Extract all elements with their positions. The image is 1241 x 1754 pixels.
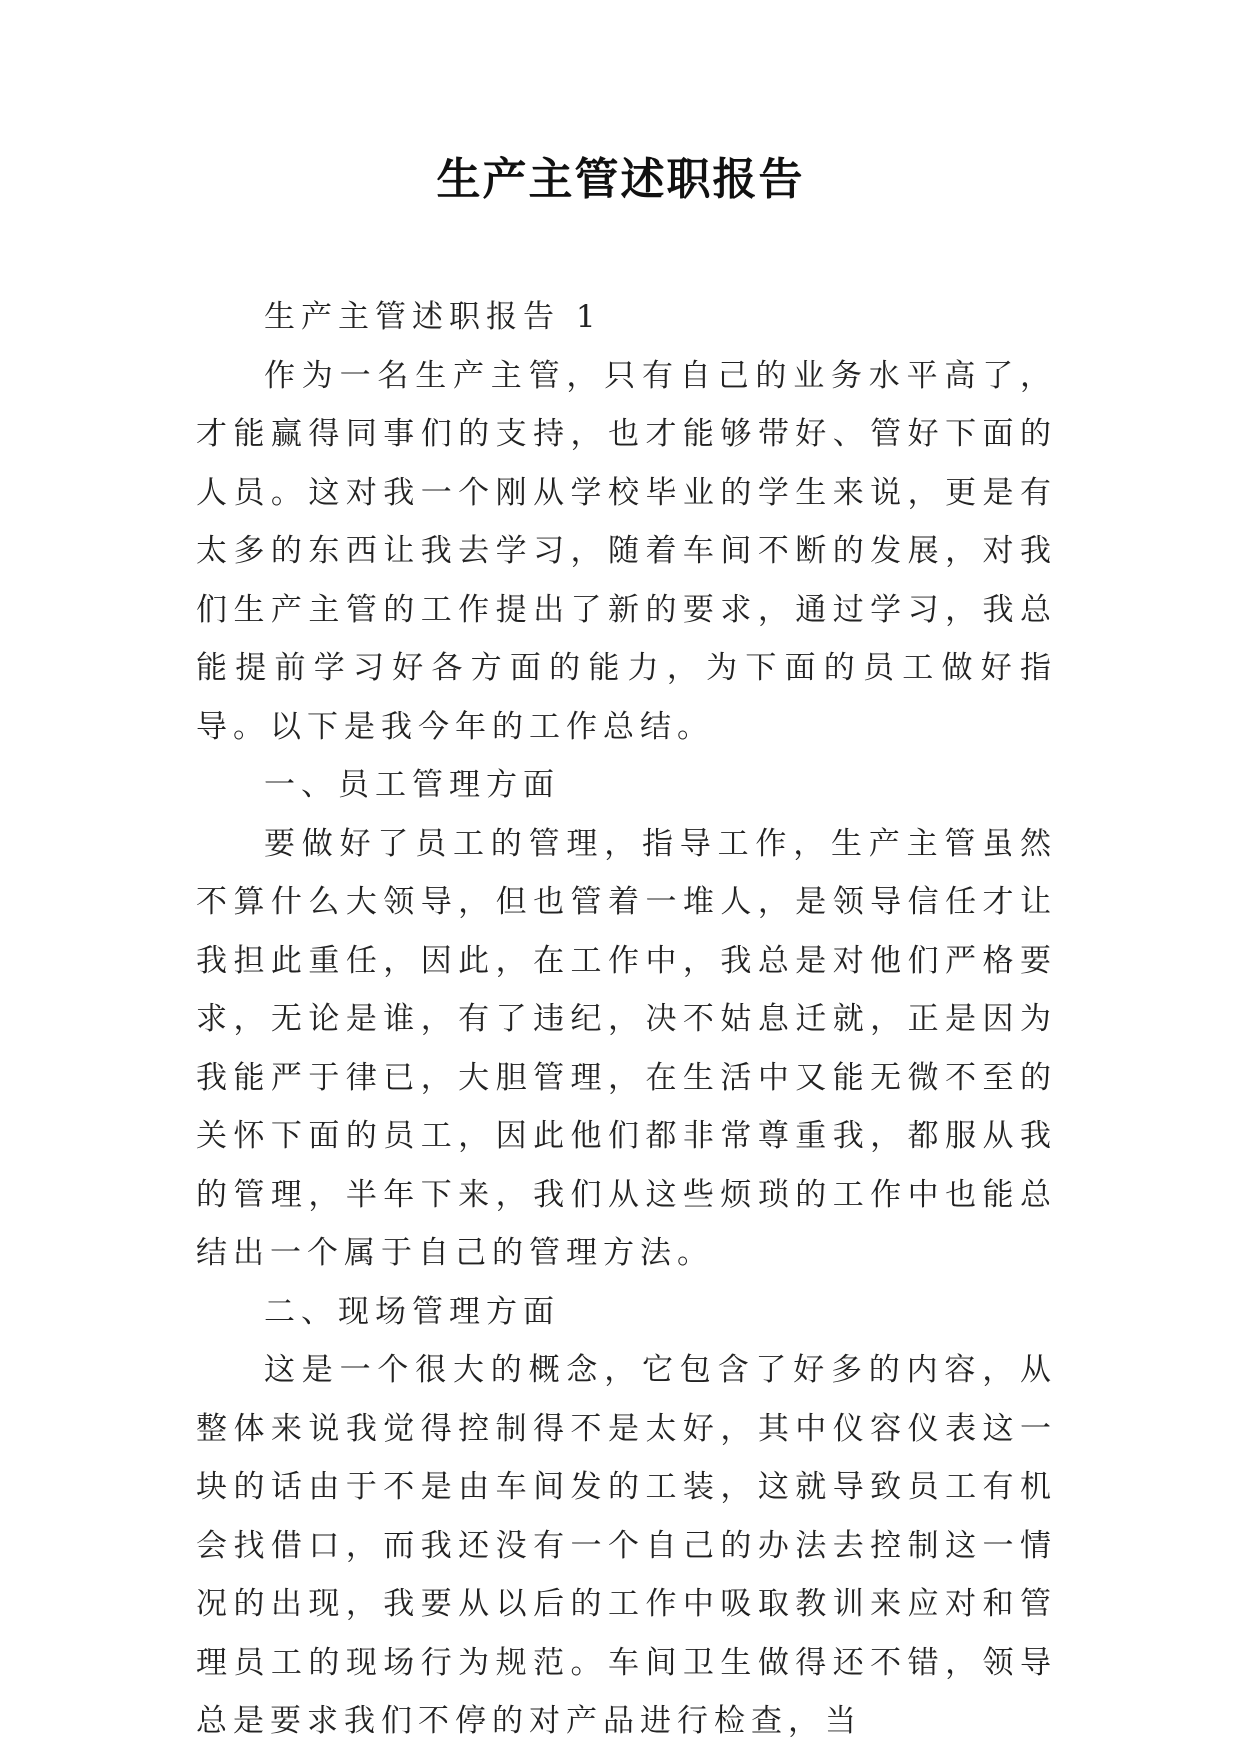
staff-management-paragraph: 要做好了员工的管理，指导工作，生产主管虽然不算什么大领导，但也管着一堆人，是领导信任才让我担此重任，因此，在工作中，我总是对他们严格要求，无论是谁，有了违纪，决不姑息迁就，正是因为我能严于律已，大胆管理，在生活中又能无微不至的关怀下面的员工，因此他们都非常尊重我，都服从我的管理，半年下来，我们从这些烦琐的工作中也能总结出一个属于自己的管理方法。 <box>196 825 1057 1271</box>
section-heading-staff-management: 一、员工管理方面 <box>264 767 560 803</box>
intro-paragraph: 作为一名生产主管，只有自己的业务水平高了，才能赢得同事们的支持，也才能够带好、管好下面的人员。这对我一个刚从学校毕业的学生来说，更是有太多的东西让我去学习，随着车间不断的发展，对我们生产主管的工作提出了新的要求，通过学习，我总能提前学习好各方面的能力，为下面的员工做好指导。以下是我今年的工作总结。 <box>196 357 1057 745</box>
document-body <box>196 288 1057 1751</box>
document-title: 生产主管述职报告 <box>436 154 805 205</box>
section-heading-report-1: 生产主管述职报告 1 <box>264 299 602 335</box>
site-management-paragraph: 这是一个很大的概念，它包含了好多的内容，从整体来说我觉得控制得不是太好，其中仪容仪表这一块的话由于不是由车间发的工装，这就导致员工有机会找借口，而我还没有一个自己的办法去控制这一情况的出现，我要从以后的工作中吸取教训来应对和管理员工的现场行为规范。车间卫生做得还不错，领导总是要求我们不停的对产品进行检查，当 <box>196 1352 1057 1739</box>
section-heading-site-management: 二、现场管理方面 <box>264 1293 560 1330</box>
